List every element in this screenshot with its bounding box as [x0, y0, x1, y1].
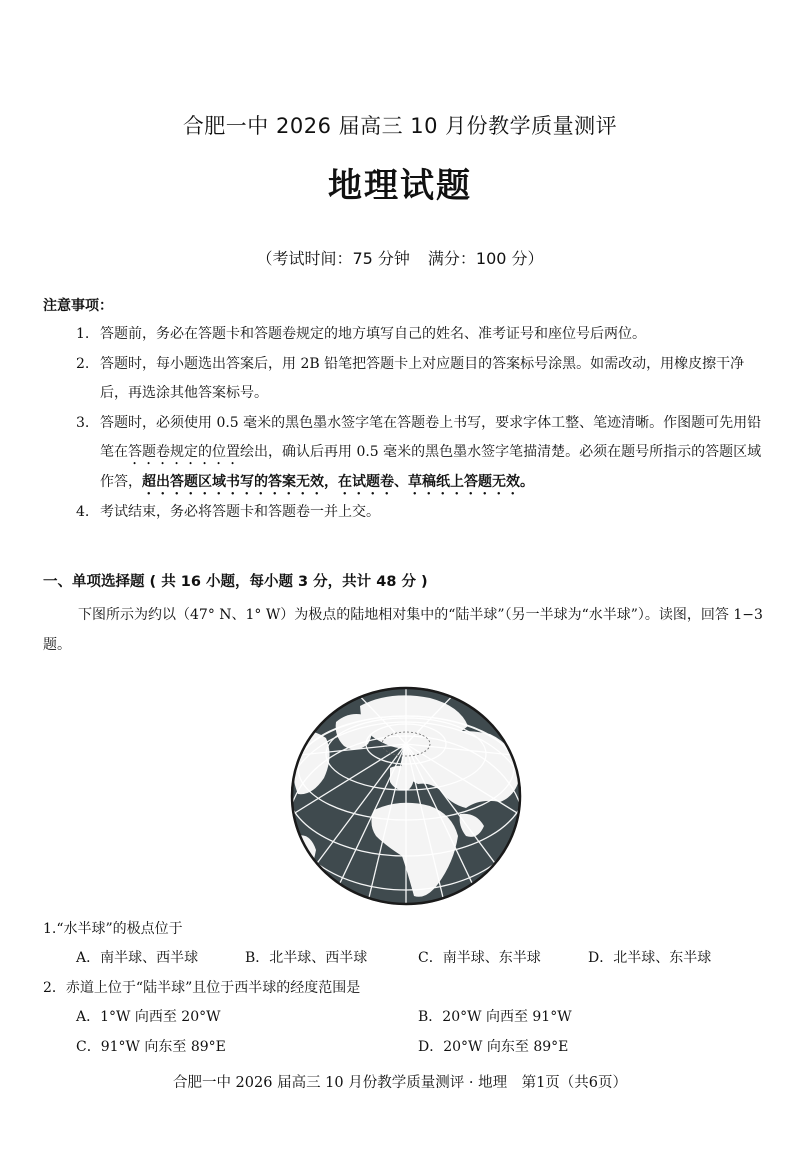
page-footer: 合肥一中 2026 届高三 10 月份教学质量测评 · 地理 第1页（共6页） — [172, 1075, 628, 1091]
note-item — [76, 350, 766, 409]
question-2-stem: 2．赤道上位于“陆半球”且位于西半球的经度范围是 — [43, 980, 361, 996]
note-item — [76, 498, 766, 528]
note-item — [76, 409, 766, 499]
note-emphasis: 答题卷规定的位置 — [128, 444, 240, 460]
question-1-option-d[interactable]: D．北半球、东半球 — [588, 950, 712, 966]
note-bold-warning: 在试题卷、草稿纸上答题无效 — [338, 474, 520, 490]
question-2-option-c[interactable]: C．91°W 向东至 89°E — [76, 1039, 226, 1055]
notes-heading: 注意事项： — [43, 298, 113, 314]
full-score: 满分：100 分） — [427, 249, 544, 268]
note-item — [76, 320, 766, 350]
question-1-option-b[interactable]: B．北半球、西半球 — [245, 950, 368, 966]
question-2-option-b[interactable]: B．20°W 向西至 91°W — [418, 1009, 572, 1025]
question-1-option-a[interactable]: A．南半球、西半球 — [76, 950, 199, 966]
question-1-option-c[interactable]: C．南半球、东半球 — [418, 950, 541, 966]
note-text: 答题时，必须使用 0.5 毫米的黑色墨水签字笔在答题卷上书写，要求字体工整、笔迹清晰。作图题可先用铅笔在 — [100, 414, 762, 460]
exam-title: 合肥一中 2026 届高三 10 月份教学质量测评 — [182, 114, 618, 138]
note-bold-warning: 超出答题区域书写的答案无效 — [142, 474, 324, 490]
note-comma: ， — [324, 474, 338, 490]
subject-title: 地理试题 — [328, 166, 472, 206]
exam-time: （考试时间：75 分钟 — [256, 249, 410, 268]
section-heading: 一、单项选择题 ( 共 16 小题，每小题 3 分，共计 48 分 ) — [43, 574, 428, 590]
notes-list — [76, 320, 766, 528]
question-2-option-d[interactable]: D．20°W 向东至 89°E — [418, 1039, 569, 1055]
note-number: 3. — [76, 414, 90, 431]
question-1-stem: 1.“水半球”的极点位于 — [43, 921, 183, 937]
note-text: 答题前，务必在答题卡和答题卷规定的地方填写自己的姓名、准考证号和座位号后两位。 — [100, 326, 646, 342]
note-end: 。 — [520, 474, 534, 490]
note-number: 1. — [76, 326, 90, 342]
note-text: 考试结束，务必将答题卡和答题卷一并上交。 — [100, 504, 380, 520]
exam-info — [0, 246, 800, 269]
globe-illustration — [290, 686, 522, 906]
note-number: 4. — [76, 504, 90, 520]
note-number: 2. — [76, 355, 90, 372]
note-text: 绘出，确认后再用 0.5 毫米的黑色墨水签字笔描清楚。必须在题号所指示的答题区域作答， — [100, 444, 762, 490]
land-hemisphere-globe — [290, 686, 522, 906]
question-intro: 下图所示为约以（47° N、1° W）为极点的陆地相对集中的“陆半球”（另一半球为“水半球”）。读图，回答 1−3 题。 — [43, 607, 763, 653]
question-2-option-a[interactable]: A．1°W 向西至 20°W — [76, 1009, 221, 1025]
note-text: 答题时，每小题选出答案后，用 2B 铅笔把答题卡上对应题目的答案标号涂黑。如需改动，用橡皮擦干净后，再选涂其他答案标号。 — [100, 355, 745, 401]
